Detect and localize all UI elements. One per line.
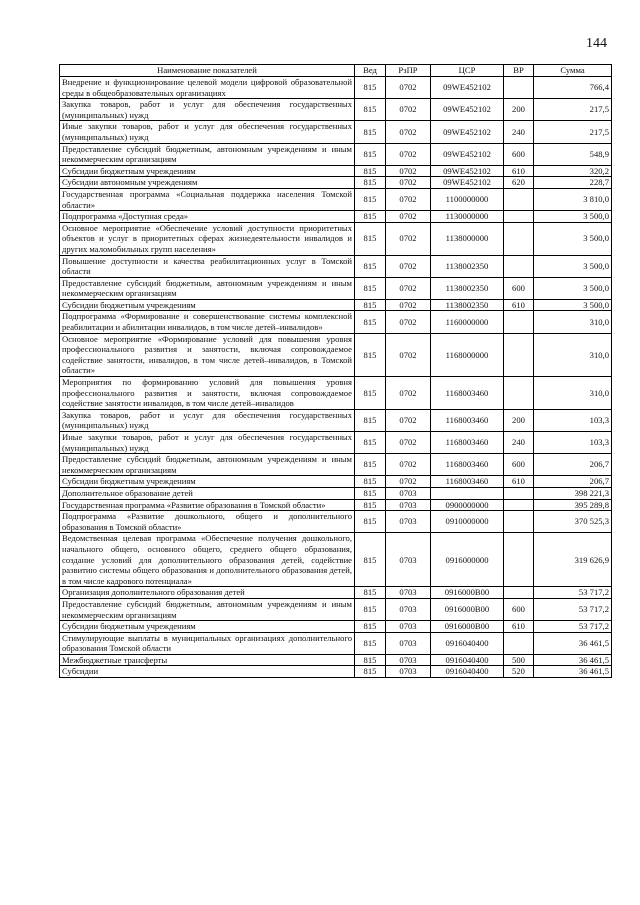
cell-name: Предоставление субсидий бюджетным, автономным учреждениям и иным некоммерческим организациям: [60, 454, 355, 476]
cell-csr: 0910000000: [431, 511, 504, 533]
cell-ved: 815: [355, 277, 386, 299]
table-row: [60, 177, 612, 189]
cell-sum: 206,7: [534, 454, 612, 476]
table-row: [60, 333, 612, 376]
cell-vr: [504, 377, 534, 410]
cell-ved: 815: [355, 165, 386, 177]
cell-sum: 3 500,0: [534, 222, 612, 255]
cell-sum: 36 461,5: [534, 666, 612, 678]
cell-vr: 200: [504, 409, 534, 431]
cell-vr: 620: [504, 177, 534, 189]
cell-ved: 815: [355, 621, 386, 633]
cell-name: Иные закупки товаров, работ и услуг для обеспечения государственных (муниципальных) нужд: [60, 121, 355, 143]
cell-csr: 1168003460: [431, 432, 504, 454]
cell-name: Иные закупки товаров, работ и услуг для обеспечения государственных (муниципальных) нужд: [60, 432, 355, 454]
cell-ved: 815: [355, 587, 386, 599]
table-row: [60, 476, 612, 488]
cell-csr: 1138002350: [431, 299, 504, 311]
cell-csr: 0916000000: [431, 533, 504, 587]
cell-sum: 398 221,3: [534, 487, 612, 499]
cell-vr: [504, 333, 534, 376]
cell-rzpr: 0702: [386, 222, 431, 255]
cell-rzpr: 0703: [386, 666, 431, 678]
cell-vr: [504, 533, 534, 587]
cell-ved: 815: [355, 432, 386, 454]
cell-csr: 09WE452102: [431, 165, 504, 177]
cell-ved: 815: [355, 177, 386, 189]
cell-sum: 548,9: [534, 143, 612, 165]
header-name: Наименование показателей: [60, 65, 355, 77]
cell-rzpr: 0702: [386, 165, 431, 177]
cell-name: Субсидии бюджетным учреждениям: [60, 165, 355, 177]
cell-name: Внедрение и функционирование целевой модели цифровой образовательной среды в общеобразовательных организациях: [60, 77, 355, 99]
cell-ved: 815: [355, 533, 386, 587]
table-row: [60, 165, 612, 177]
cell-ved: 815: [355, 255, 386, 277]
cell-ved: 815: [355, 598, 386, 620]
cell-name: Межбюджетные трансферты: [60, 654, 355, 666]
table-row: [60, 377, 612, 410]
table-row: [60, 487, 612, 499]
cell-ved: 815: [355, 311, 386, 333]
cell-rzpr: 0702: [386, 333, 431, 376]
cell-rzpr: 0702: [386, 211, 431, 223]
table-row: [60, 499, 612, 511]
cell-rzpr: 0702: [386, 255, 431, 277]
cell-ved: 815: [355, 511, 386, 533]
header-ved: Вед: [355, 65, 386, 77]
table-row: [60, 188, 612, 210]
cell-csr: 0916040400: [431, 666, 504, 678]
cell-name: Организация дополнительного образования детей: [60, 587, 355, 599]
table-row: [60, 409, 612, 431]
cell-sum: 3 810,0: [534, 188, 612, 210]
table-row: [60, 587, 612, 599]
cell-ved: 815: [355, 299, 386, 311]
cell-vr: [504, 255, 534, 277]
cell-vr: [504, 211, 534, 223]
cell-sum: 53 717,2: [534, 587, 612, 599]
cell-rzpr: 0703: [386, 487, 431, 499]
cell-csr: [431, 487, 504, 499]
table-row: [60, 533, 612, 587]
cell-ved: 815: [355, 333, 386, 376]
table-row: [60, 654, 612, 666]
cell-csr: 0916040400: [431, 654, 504, 666]
cell-rzpr: 0703: [386, 533, 431, 587]
table-row: [60, 598, 612, 620]
cell-sum: 310,0: [534, 333, 612, 376]
cell-csr: 09WE452102: [431, 143, 504, 165]
cell-csr: 09WE452102: [431, 77, 504, 99]
cell-sum: 3 500,0: [534, 211, 612, 223]
cell-rzpr: 0702: [386, 277, 431, 299]
cell-rzpr: 0703: [386, 621, 431, 633]
cell-csr: 09WE452102: [431, 99, 504, 121]
cell-name: Закупка товаров, работ и услуг для обеспечения государственных (муниципальных) нужд: [60, 99, 355, 121]
table-row: [60, 277, 612, 299]
cell-ved: 815: [355, 499, 386, 511]
cell-name: Закупка товаров, работ и услуг для обеспечения государственных (муниципальных) нужд: [60, 409, 355, 431]
cell-sum: 36 461,5: [534, 632, 612, 654]
cell-rzpr: 0702: [386, 432, 431, 454]
cell-rzpr: 0703: [386, 499, 431, 511]
cell-vr: [504, 511, 534, 533]
cell-ved: 815: [355, 121, 386, 143]
cell-ved: 815: [355, 99, 386, 121]
cell-name: Субсидии бюджетным учреждениям: [60, 299, 355, 311]
cell-vr: 610: [504, 621, 534, 633]
cell-name: Повышение доступности и качества реабилитационных услуг в Томской области: [60, 255, 355, 277]
cell-rzpr: 0702: [386, 177, 431, 189]
cell-rzpr: 0702: [386, 99, 431, 121]
cell-vr: [504, 487, 534, 499]
cell-rzpr: 0702: [386, 409, 431, 431]
cell-vr: [504, 188, 534, 210]
table-row: [60, 222, 612, 255]
cell-csr: 1130000000: [431, 211, 504, 223]
cell-csr: 1168000000: [431, 333, 504, 376]
table-header-row: [60, 65, 612, 77]
cell-csr: 0916040400: [431, 632, 504, 654]
cell-sum: 319 626,9: [534, 533, 612, 587]
cell-name: Подпрограмма «Доступная среда»: [60, 211, 355, 223]
cell-rzpr: 0703: [386, 654, 431, 666]
cell-vr: 500: [504, 654, 534, 666]
cell-name: Субсидии бюджетным учреждениям: [60, 476, 355, 488]
cell-rzpr: 0702: [386, 454, 431, 476]
cell-csr: 1100000000: [431, 188, 504, 210]
cell-vr: 600: [504, 454, 534, 476]
table-row: [60, 621, 612, 633]
cell-rzpr: 0702: [386, 188, 431, 210]
cell-rzpr: 0703: [386, 511, 431, 533]
cell-csr: 1138000000: [431, 222, 504, 255]
cell-name: Стимулирующие выплаты в муниципальных организациях дополнительного образования Томской области: [60, 632, 355, 654]
cell-csr: 09WE452102: [431, 177, 504, 189]
cell-sum: 103,3: [534, 409, 612, 431]
cell-vr: 610: [504, 299, 534, 311]
cell-ved: 815: [355, 487, 386, 499]
cell-csr: 1168003460: [431, 454, 504, 476]
budget-table: [59, 64, 612, 678]
cell-name: Основное мероприятие «Формирование условий для повышения уровня профессионального развития и занятости, включая сопровождаемое содействие занятости, инвалидов, в том числе детей–инвалидов, в Томской области»: [60, 333, 355, 376]
cell-name: Мероприятия по формированию условий для повышения уровня профессионального развития и занятости, включая сопровождаемое содействие занятости инвалидов, в том числе детей–инвалидов: [60, 377, 355, 410]
cell-vr: 600: [504, 143, 534, 165]
page-number: 144: [586, 36, 607, 51]
cell-ved: 815: [355, 77, 386, 99]
cell-vr: 240: [504, 432, 534, 454]
cell-csr: 1138002350: [431, 255, 504, 277]
cell-rzpr: 0702: [386, 143, 431, 165]
cell-vr: [504, 222, 534, 255]
cell-vr: 600: [504, 277, 534, 299]
cell-csr: 1168003460: [431, 377, 504, 410]
table-row: [60, 432, 612, 454]
cell-vr: [504, 587, 534, 599]
cell-name: Предоставление субсидий бюджетным, автономным учреждениям и иным некоммерческим организациям: [60, 143, 355, 165]
cell-rzpr: 0702: [386, 77, 431, 99]
cell-name: Основное мероприятие «Обеспечение условий доступности приоритетных объектов и услуг в приоритетных сферах жизнедеятельности инвалидов и других маломобильных групп населения»: [60, 222, 355, 255]
table-row: [60, 99, 612, 121]
cell-name: Предоставление субсидий бюджетным, автономным учреждениям и иным некоммерческим организациям: [60, 598, 355, 620]
cell-rzpr: 0702: [386, 299, 431, 311]
table-row: [60, 299, 612, 311]
header-rzpr: РзПР: [386, 65, 431, 77]
cell-sum: 53 717,2: [534, 598, 612, 620]
cell-sum: 370 525,3: [534, 511, 612, 533]
table-row: [60, 454, 612, 476]
cell-sum: 3 500,0: [534, 299, 612, 311]
table-row: [60, 311, 612, 333]
cell-sum: 36 461,5: [534, 654, 612, 666]
cell-csr: 0916000B00: [431, 598, 504, 620]
table-row: [60, 511, 612, 533]
cell-name: Предоставление субсидий бюджетным, автономным учреждениям и иным некоммерческим организациям: [60, 277, 355, 299]
cell-sum: 3 500,0: [534, 277, 612, 299]
cell-name: Подпрограмма «Формирование и совершенствование системы комплексной реабилитации и абилитации инвалидов, в том числе детей–инвалидов»: [60, 311, 355, 333]
cell-sum: 217,5: [534, 99, 612, 121]
cell-name: Субсидии автономным учреждениям: [60, 177, 355, 189]
cell-name: Субсидии бюджетным учреждениям: [60, 621, 355, 633]
cell-rzpr: 0703: [386, 632, 431, 654]
table-row: [60, 77, 612, 99]
cell-name: Субсидии: [60, 666, 355, 678]
cell-rzpr: 0703: [386, 587, 431, 599]
cell-ved: 815: [355, 632, 386, 654]
cell-sum: 206,7: [534, 476, 612, 488]
cell-sum: 395 289,8: [534, 499, 612, 511]
cell-sum: 103,3: [534, 432, 612, 454]
cell-rzpr: 0703: [386, 598, 431, 620]
cell-ved: 815: [355, 654, 386, 666]
cell-ved: 815: [355, 476, 386, 488]
cell-csr: 1168003460: [431, 476, 504, 488]
table-row: [60, 255, 612, 277]
cell-vr: [504, 311, 534, 333]
cell-csr: 0916000B00: [431, 621, 504, 633]
cell-sum: 3 500,0: [534, 255, 612, 277]
table-row: [60, 211, 612, 223]
table-row: [60, 143, 612, 165]
cell-ved: 815: [355, 377, 386, 410]
header-vr: ВР: [504, 65, 534, 77]
cell-name: Государственная программа «Социальная поддержка населения Томской области»: [60, 188, 355, 210]
cell-rzpr: 0702: [386, 311, 431, 333]
cell-sum: 228,7: [534, 177, 612, 189]
cell-sum: 310,0: [534, 311, 612, 333]
cell-rzpr: 0702: [386, 377, 431, 410]
cell-vr: [504, 77, 534, 99]
cell-sum: 310,0: [534, 377, 612, 410]
cell-ved: 815: [355, 666, 386, 678]
cell-vr: [504, 632, 534, 654]
cell-name: Государственная программа «Развитие образования в Томской области»: [60, 499, 355, 511]
table-row: [60, 632, 612, 654]
cell-sum: 766,4: [534, 77, 612, 99]
cell-vr: 610: [504, 476, 534, 488]
cell-ved: 815: [355, 409, 386, 431]
cell-vr: 240: [504, 121, 534, 143]
cell-csr: 0900000000: [431, 499, 504, 511]
cell-name: Ведомственная целевая программа «Обеспечение получения дошкольного, начального общего, основного общего, среднего общего образования, создание условий для дополнительного образования детей, содействие развитию системы общего образования и дополнительного образования детей, в том числе кадрового потенциала»: [60, 533, 355, 587]
cell-vr: 610: [504, 165, 534, 177]
cell-csr: 1160000000: [431, 311, 504, 333]
cell-sum: 320,2: [534, 165, 612, 177]
cell-ved: 815: [355, 211, 386, 223]
header-csr: ЦСР: [431, 65, 504, 77]
cell-sum: 217,5: [534, 121, 612, 143]
cell-vr: 600: [504, 598, 534, 620]
cell-vr: 520: [504, 666, 534, 678]
cell-sum: 53 717,2: [534, 621, 612, 633]
cell-csr: 1138002350: [431, 277, 504, 299]
cell-vr: 200: [504, 99, 534, 121]
cell-rzpr: 0702: [386, 476, 431, 488]
header-sum: Сумма: [534, 65, 612, 77]
cell-ved: 815: [355, 143, 386, 165]
cell-ved: 815: [355, 188, 386, 210]
cell-vr: [504, 499, 534, 511]
cell-csr: 1168003460: [431, 409, 504, 431]
table-row: [60, 121, 612, 143]
cell-name: Дополнительное образование детей: [60, 487, 355, 499]
cell-csr: 09WE452102: [431, 121, 504, 143]
table-row: [60, 666, 612, 678]
cell-csr: 0916000B00: [431, 587, 504, 599]
cell-name: Подпрограмма «Развитие дошкольного, общего и дополнительного образования в Томской области»: [60, 511, 355, 533]
cell-ved: 815: [355, 454, 386, 476]
table-body: [60, 77, 612, 678]
cell-ved: 815: [355, 222, 386, 255]
cell-rzpr: 0702: [386, 121, 431, 143]
